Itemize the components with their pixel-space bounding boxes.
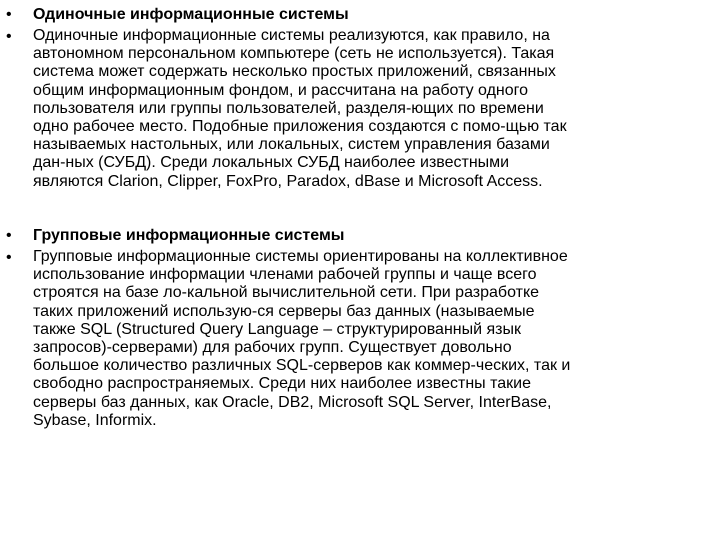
bullet-icon: • [6, 227, 12, 244]
heading-group-systems: Групповые информационные системы [33, 227, 345, 244]
bullet-icon: • [6, 28, 12, 45]
bullet-icon: • [6, 6, 12, 23]
bullet-icon: • [6, 249, 12, 266]
heading-single-systems: Одиночные информационные системы [33, 6, 349, 23]
single-systems-description: Одиночные информационные системы реализуются, как правило, на автономном персональном компьютере (сеть не используется). Такая система может содержать несколько простых приложений, связанных общим информационным фондом, и рассчитана на работу одного пользователя или группы пользователей, разделя-ющих по времени одно рабочее место. Подобные приложения создаются с помо-щью так называемых настольных, или локальных, систем управления базами дан-ных (СУБД). Среди локальных СУБД наиболее известными являются Clarion, Clipper, FoxPro, Paradox, dBase и Microsoft Access. [33, 27, 567, 190]
group-systems-description: Групповые информационные системы ориентированы на коллективное использование информации членами рабочей группы и чаще всего строятся на базе ло-кальной вычислительной сети. При разработке таких приложений использую-ся серверы баз данных (называемые также SQL (Structured Query Language – структурированный язык запросов)-серверами) для рабочих групп. Существует довольно большое количество различных SQL-серверов как коммер-ческих, так и свободно распространяемых. Среди них наиболее известны такие серверы баз данных, как Oracle, DB2, Microsoft SQL Server, InterBase, Sybase, Informix. [33, 248, 571, 429]
